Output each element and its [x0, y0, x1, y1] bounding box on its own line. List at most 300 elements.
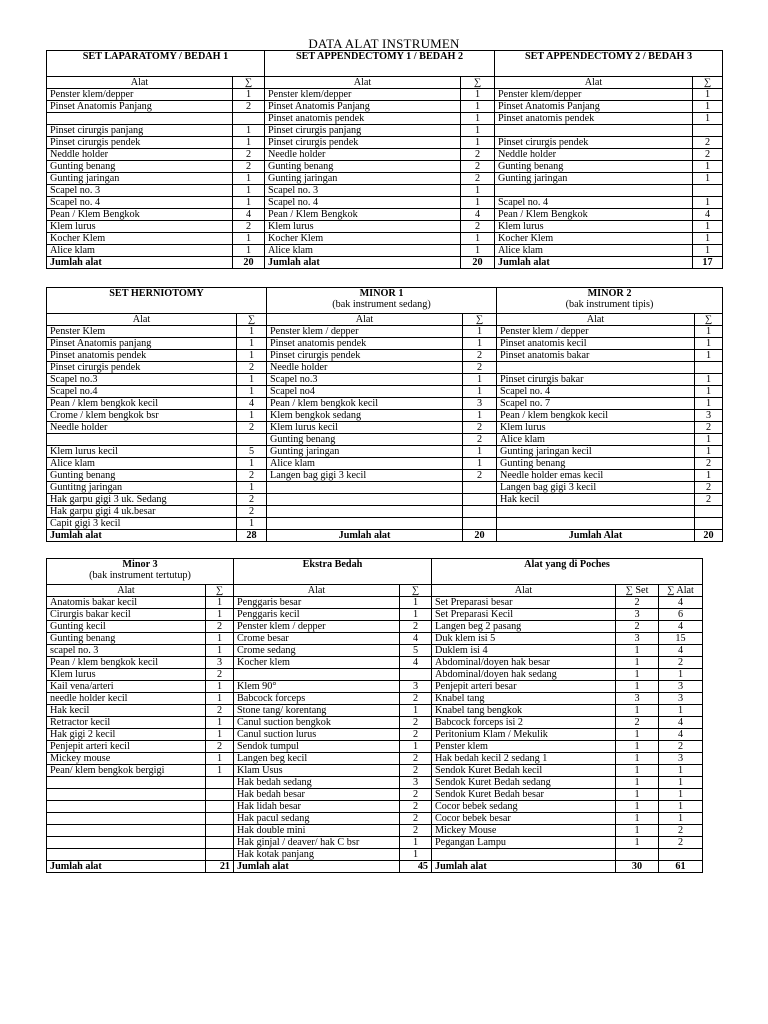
instrument-count	[206, 777, 234, 789]
instrument-name	[267, 506, 463, 518]
set-title	[495, 51, 723, 77]
table-row	[47, 597, 703, 609]
instrument-name: Pinset Anatomis Panjang	[47, 101, 233, 113]
instrument-name: Scapel no.3	[267, 374, 463, 386]
set-count: 1	[616, 837, 659, 849]
set-count: 1	[616, 645, 659, 657]
total-label: Jumlah alat	[495, 257, 693, 269]
instrument-count: 2	[693, 149, 723, 161]
instrument-name: Pean / klem bengkok kecil	[267, 398, 463, 410]
instrument-count: 1	[461, 185, 495, 197]
instrument-count: 2	[463, 422, 497, 434]
instrument-count	[206, 789, 234, 801]
instrument-count: 1	[237, 326, 267, 338]
table-row	[47, 89, 723, 101]
instrument-count: 2	[400, 621, 432, 633]
instrument-count	[400, 669, 432, 681]
instrument-count: 3	[463, 398, 497, 410]
column-header-alat: Alat	[432, 585, 616, 597]
instrument-name: Canul suction lurus	[234, 729, 400, 741]
column-header-alat: Alat	[265, 77, 461, 89]
instrument-name: Hak kotak panjang	[234, 849, 400, 861]
total-alat: 61	[659, 861, 703, 873]
instrument-count: 4	[233, 209, 265, 221]
instrument-count: 1	[695, 446, 723, 458]
instrument-count: 1	[693, 101, 723, 113]
instrument-count: 2	[659, 657, 703, 669]
instrument-count: 1	[463, 458, 497, 470]
instrument-name: Langen bag gigi 3 kecil	[497, 482, 695, 494]
instrument-count: 4	[659, 645, 703, 657]
instrument-name: Hak gigi 2 kecil	[47, 729, 206, 741]
set-count: 3	[616, 693, 659, 705]
instrument-count: 1	[237, 350, 267, 362]
instrument-name	[432, 849, 616, 861]
instrument-name: Hak double mini	[234, 825, 400, 837]
column-header-alat: Alat	[234, 585, 400, 597]
instrument-name: Pinset Anatomis Panjang	[265, 101, 461, 113]
set-title	[432, 559, 703, 585]
instrument-name: Kail vena/arteri	[47, 681, 206, 693]
table-row	[47, 374, 723, 386]
table-row	[47, 422, 723, 434]
instrument-count: 2	[463, 434, 497, 446]
instrument-count: 3	[695, 410, 723, 422]
instrument-name: Alice klam	[265, 245, 461, 257]
instrument-count: 1	[233, 185, 265, 197]
instrument-count: 1	[659, 669, 703, 681]
instrument-count: 1	[206, 693, 234, 705]
instrument-name: Klem lurus	[47, 221, 233, 233]
instrument-count: 2	[233, 149, 265, 161]
instrument-count: 1	[695, 338, 723, 350]
instrument-name: Hak kecil	[497, 494, 695, 506]
table-row	[47, 350, 723, 362]
instrument-name	[47, 801, 206, 813]
instrument-name: Penster klem / depper	[267, 326, 463, 338]
instrument-count: 3	[400, 777, 432, 789]
instrument-name: Pinset cirurgis pendek	[495, 137, 693, 149]
instrument-name	[497, 362, 695, 374]
instrument-count	[206, 849, 234, 861]
instrument-count	[695, 506, 723, 518]
table-row	[47, 173, 723, 185]
instrument-name: Alice klam	[47, 458, 237, 470]
instrument-count: 1	[693, 233, 723, 245]
instrument-name: Penster Klem	[47, 326, 237, 338]
table-laparatomy-appendectomy	[46, 50, 723, 269]
set-title	[47, 559, 234, 585]
instrument-name: Alice klam	[497, 434, 695, 446]
instrument-name: Scapel no.3	[47, 374, 237, 386]
instrument-count: 1	[461, 125, 495, 137]
instrument-name: Klem lurus	[495, 221, 693, 233]
instrument-count: 1	[659, 777, 703, 789]
set-count: 3	[616, 609, 659, 621]
instrument-name: Pinset cirurgis pendek	[47, 137, 233, 149]
instrument-name: Hak bedah besar	[234, 789, 400, 801]
instrument-name: Gunting benang	[47, 633, 206, 645]
instrument-count: 2	[206, 621, 234, 633]
set-count	[616, 849, 659, 861]
instrument-name: Penggaris besar	[234, 597, 400, 609]
column-header-sum: ∑	[463, 314, 497, 326]
instrument-name: Klem lurus kecil	[267, 422, 463, 434]
set-count: 1	[616, 657, 659, 669]
instrument-name: Penster klem/depper	[47, 89, 233, 101]
table-title-row	[47, 288, 723, 314]
instrument-name: Pinset anatomis pendek	[265, 113, 461, 125]
instrument-count: 1	[233, 173, 265, 185]
total-label: Jumlah alat	[432, 861, 616, 873]
instrument-name	[234, 669, 400, 681]
instrument-name: Pinset anatomis pendek	[495, 113, 693, 125]
instrument-count: 1	[206, 729, 234, 741]
instrument-name: Pinset cirurgis panjang	[265, 125, 461, 137]
set-name: MINOR 1	[359, 288, 404, 299]
total-label: Jumlah alat	[47, 530, 237, 542]
instrument-name: Langen beg kecil	[234, 753, 400, 765]
instrument-count: 2	[400, 789, 432, 801]
instrument-count: 1	[693, 221, 723, 233]
instrument-count: 4	[400, 657, 432, 669]
instrument-count: 1	[233, 125, 265, 137]
instrument-count: 1	[400, 597, 432, 609]
table-row	[47, 825, 703, 837]
instrument-name: scapel no. 3	[47, 645, 206, 657]
instrument-count: 4	[461, 209, 495, 221]
instrument-name	[267, 494, 463, 506]
total-label: Jumlah alat	[265, 257, 461, 269]
set-count: 1	[616, 813, 659, 825]
group-1-sets	[46, 50, 723, 269]
instrument-name: Gunting jaringan	[267, 446, 463, 458]
instrument-name: Klem bengkok sedang	[267, 410, 463, 422]
instrument-count: 4	[659, 717, 703, 729]
set-count: 1	[616, 729, 659, 741]
set-title	[47, 288, 267, 314]
instrument-count: 1	[206, 645, 234, 657]
instrument-count: 4	[237, 398, 267, 410]
instrument-name: Knabel tang bengkok	[432, 705, 616, 717]
instrument-count: 1	[461, 233, 495, 245]
set-title	[47, 51, 265, 77]
instrument-count: 1	[237, 458, 267, 470]
instrument-name: Pinset anatomis pendek	[47, 350, 237, 362]
table-title-row	[47, 559, 703, 585]
total-row	[47, 257, 723, 269]
instrument-name: Pean/ klem bengkok bergigi	[47, 765, 206, 777]
instrument-name	[47, 837, 206, 849]
instrument-name: Langen beg 2 pasang	[432, 621, 616, 633]
table-row	[47, 633, 703, 645]
instrument-name	[495, 125, 693, 137]
instrument-count: 1	[659, 801, 703, 813]
instrument-count: 1	[237, 518, 267, 530]
total-value: 20	[463, 530, 497, 542]
table-row	[47, 233, 723, 245]
instrument-count: 2	[400, 765, 432, 777]
instrument-count: 2	[400, 753, 432, 765]
total-label: Jumlah Alat	[497, 530, 695, 542]
instrument-count: 2	[237, 494, 267, 506]
table-row	[47, 837, 703, 849]
instrument-count: 1	[233, 197, 265, 209]
instrument-name: Peritonium Klam / Mekulik	[432, 729, 616, 741]
instrument-count: 6	[659, 609, 703, 621]
set-title	[265, 51, 495, 77]
total-label: Jumlah alat	[234, 861, 400, 873]
instrument-count: 2	[400, 801, 432, 813]
column-header-alat: Alat	[497, 314, 695, 326]
instrument-name: Retractor kecil	[47, 717, 206, 729]
instrument-name: Cocor bebek sedang	[432, 801, 616, 813]
instrument-name: Penggaris kecil	[234, 609, 400, 621]
instrument-name: Crome / klem bengkok bsr	[47, 410, 237, 422]
table-row	[47, 386, 723, 398]
instrument-name: Sendok Kuret Bedah besar	[432, 789, 616, 801]
instrument-name	[47, 113, 233, 125]
set-subtitle: (bak instrument sedang)	[332, 299, 431, 310]
instrument-count: 2	[461, 149, 495, 161]
instrument-name: Pinset cirurgis panjang	[47, 125, 233, 137]
instrument-count: 1	[693, 161, 723, 173]
instrument-name: Gunting benang	[265, 161, 461, 173]
table-minor3-ekstra-poches	[46, 558, 703, 873]
table-row	[47, 197, 723, 209]
instrument-count: 1	[659, 789, 703, 801]
instrument-count: 1	[463, 338, 497, 350]
column-header-sum: ∑	[693, 77, 723, 89]
instrument-count: 1	[695, 470, 723, 482]
instrument-count	[237, 434, 267, 446]
document-title: DATA ALAT INSTRUMEN	[308, 36, 460, 51]
instrument-name: Kocher klem	[234, 657, 400, 669]
instrument-name: Sendok Kuret Bedah kecil	[432, 765, 616, 777]
instrument-count	[206, 825, 234, 837]
table-row	[47, 149, 723, 161]
total-value: 45	[400, 861, 432, 873]
instrument-count	[206, 801, 234, 813]
instrument-count: 1	[463, 326, 497, 338]
table-row	[47, 657, 703, 669]
instrument-count: 1	[695, 434, 723, 446]
instrument-name	[497, 506, 695, 518]
table-row	[47, 326, 723, 338]
instrument-count	[463, 506, 497, 518]
instrument-count: 2	[400, 717, 432, 729]
instrument-name: Crome besar	[234, 633, 400, 645]
instrument-name: Canul suction bengkok	[234, 717, 400, 729]
instrument-count: 1	[237, 374, 267, 386]
instrument-name: Klem lurus	[47, 669, 206, 681]
set-subtitle: (bak instrument tipis)	[565, 299, 654, 310]
set-count: 1	[616, 681, 659, 693]
instrument-name: Pinset cirurgis pendek	[265, 137, 461, 149]
instrument-name: Gunting jaringan kecil	[497, 446, 695, 458]
instrument-count: 1	[659, 765, 703, 777]
instrument-count	[463, 518, 497, 530]
instrument-count: 2	[237, 362, 267, 374]
group-2-sets	[46, 287, 723, 542]
instrument-name: Scapel no. 4	[497, 386, 695, 398]
instrument-count: 4	[400, 633, 432, 645]
instrument-count: 2	[463, 470, 497, 482]
total-value: 21	[206, 861, 234, 873]
instrument-count: 1	[206, 765, 234, 777]
instrument-count	[463, 494, 497, 506]
instrument-name: Duklem isi 4	[432, 645, 616, 657]
instrument-name: Penjepit arteri kecil	[47, 741, 206, 753]
instrument-count: 3	[659, 753, 703, 765]
instrument-name: Pean / Klem Bengkok	[495, 209, 693, 221]
instrument-count: 2	[233, 161, 265, 173]
instrument-count: 1	[463, 446, 497, 458]
column-header-row	[47, 314, 723, 326]
instrument-name	[47, 789, 206, 801]
column-header-sum: ∑	[695, 314, 723, 326]
table-row	[47, 245, 723, 257]
instrument-name: Penster klem / depper	[497, 326, 695, 338]
instrument-name: Klem lurus	[265, 221, 461, 233]
instrument-name: Hak lidah besar	[234, 801, 400, 813]
instrument-count: 1	[461, 101, 495, 113]
instrument-name: Abdominal/doyen hak sedang	[432, 669, 616, 681]
instrument-count: 2	[695, 494, 723, 506]
instrument-name: Pinset cirurgis pendek	[47, 362, 237, 374]
instrument-count: 1	[463, 386, 497, 398]
instrument-count: 1	[233, 245, 265, 257]
instrument-name: Scapel no. 3	[47, 185, 233, 197]
instrument-count: 2	[659, 837, 703, 849]
table-row	[47, 446, 723, 458]
instrument-name: Hak ginjal / deaver/ hak C bsr	[234, 837, 400, 849]
instrument-count: 1	[400, 705, 432, 717]
table-row	[47, 221, 723, 233]
set-name: SET APPENDECTOMY 1 / BEDAH 2	[295, 51, 464, 62]
instrument-count: 2	[400, 729, 432, 741]
instrument-name: Scapel no. 4	[47, 197, 233, 209]
instrument-count: 2	[206, 741, 234, 753]
instrument-count	[693, 185, 723, 197]
instrument-name: Cocor bebek besar	[432, 813, 616, 825]
instrument-count: 2	[400, 813, 432, 825]
instrument-count: 2	[461, 221, 495, 233]
table-row	[47, 681, 703, 693]
instrument-count: 1	[206, 633, 234, 645]
instrument-name: Needle holder	[265, 149, 461, 161]
instrument-name: Abdominal/doyen hak besar	[432, 657, 616, 669]
instrument-name: Sendok tumpul	[234, 741, 400, 753]
table-row	[47, 458, 723, 470]
table-row	[47, 209, 723, 221]
instrument-name: Penster klem / depper	[234, 621, 400, 633]
instrument-name: Babcock forceps isi 2	[432, 717, 616, 729]
table-row	[47, 729, 703, 741]
total-label: Jumlah alat	[47, 861, 206, 873]
table-row	[47, 113, 723, 125]
table-row	[47, 362, 723, 374]
instrument-count: 2	[233, 101, 265, 113]
instrument-name: Klem lurus kecil	[47, 446, 237, 458]
instrument-name: Gunting kecil	[47, 621, 206, 633]
instrument-count: 2	[695, 458, 723, 470]
instrument-name: Pinset Anatomis panjang	[47, 338, 237, 350]
instrument-count: 1	[237, 338, 267, 350]
set-name: SET HERNIOTOMY	[109, 288, 204, 299]
instrument-name: Gunting jaringan	[495, 173, 693, 185]
instrument-name: Cirurgis bakar kecil	[47, 609, 206, 621]
instrument-count: 4	[693, 209, 723, 221]
instrument-name: Stone tang/ korentang	[234, 705, 400, 717]
instrument-name	[47, 825, 206, 837]
instrument-name: Pinset cirurgis pendek	[267, 350, 463, 362]
instrument-name: Scapel no. 4	[495, 197, 693, 209]
set-name: SET APPENDECTOMY 2 / BEDAH 3	[524, 51, 693, 62]
table-row	[47, 398, 723, 410]
instrument-count: 2	[400, 825, 432, 837]
instrument-count: 1	[695, 350, 723, 362]
set-count: 1	[616, 669, 659, 681]
instrument-count: 1	[695, 398, 723, 410]
column-header-row	[47, 77, 723, 89]
instrument-name: Kocher Klem	[495, 233, 693, 245]
instrument-count: 1	[206, 597, 234, 609]
set-name: Alat yang di Poches	[524, 559, 610, 570]
instrument-count: 1	[693, 197, 723, 209]
table-row	[47, 482, 723, 494]
instrument-count	[206, 837, 234, 849]
table-row	[47, 161, 723, 173]
total-row	[47, 861, 703, 873]
instrument-name: Guntitng jaringan	[47, 482, 237, 494]
instrument-count	[695, 518, 723, 530]
instrument-count: 2	[693, 137, 723, 149]
instrument-count: 2	[237, 422, 267, 434]
instrument-count: 2	[233, 221, 265, 233]
instrument-name: Pinset cirurgis bakar	[497, 374, 695, 386]
total-value: 20	[695, 530, 723, 542]
instrument-count	[463, 482, 497, 494]
instrument-count: 1	[206, 681, 234, 693]
instrument-name: Set Preparasi Kecil	[432, 609, 616, 621]
instrument-name: Penster klem	[432, 741, 616, 753]
instrument-count: 1	[206, 609, 234, 621]
instrument-name: Mickey Mouse	[432, 825, 616, 837]
total-value: 20	[461, 257, 495, 269]
set-count: 1	[616, 789, 659, 801]
instrument-count: 1	[695, 374, 723, 386]
instrument-name: Pean / klem bengkok kecil	[47, 398, 237, 410]
instrument-count: 2	[695, 482, 723, 494]
instrument-name	[267, 482, 463, 494]
table-row	[47, 645, 703, 657]
instrument-name: Scapel no4	[267, 386, 463, 398]
instrument-count: 1	[693, 245, 723, 257]
column-header-sum: ∑	[206, 585, 234, 597]
instrument-name: Babcock forceps	[234, 693, 400, 705]
instrument-count: 1	[400, 837, 432, 849]
instrument-name: Pegangan Lampu	[432, 837, 616, 849]
instrument-name	[495, 185, 693, 197]
instrument-count: 2	[695, 422, 723, 434]
set-count: 3	[616, 633, 659, 645]
instrument-name: Hak garpu gigi 4 uk.besar	[47, 506, 237, 518]
set-count: 2	[616, 717, 659, 729]
instrument-count: 3	[659, 693, 703, 705]
instrument-count: 2	[659, 741, 703, 753]
instrument-name: Hak garpu gigi 3 uk. Sedang	[47, 494, 237, 506]
